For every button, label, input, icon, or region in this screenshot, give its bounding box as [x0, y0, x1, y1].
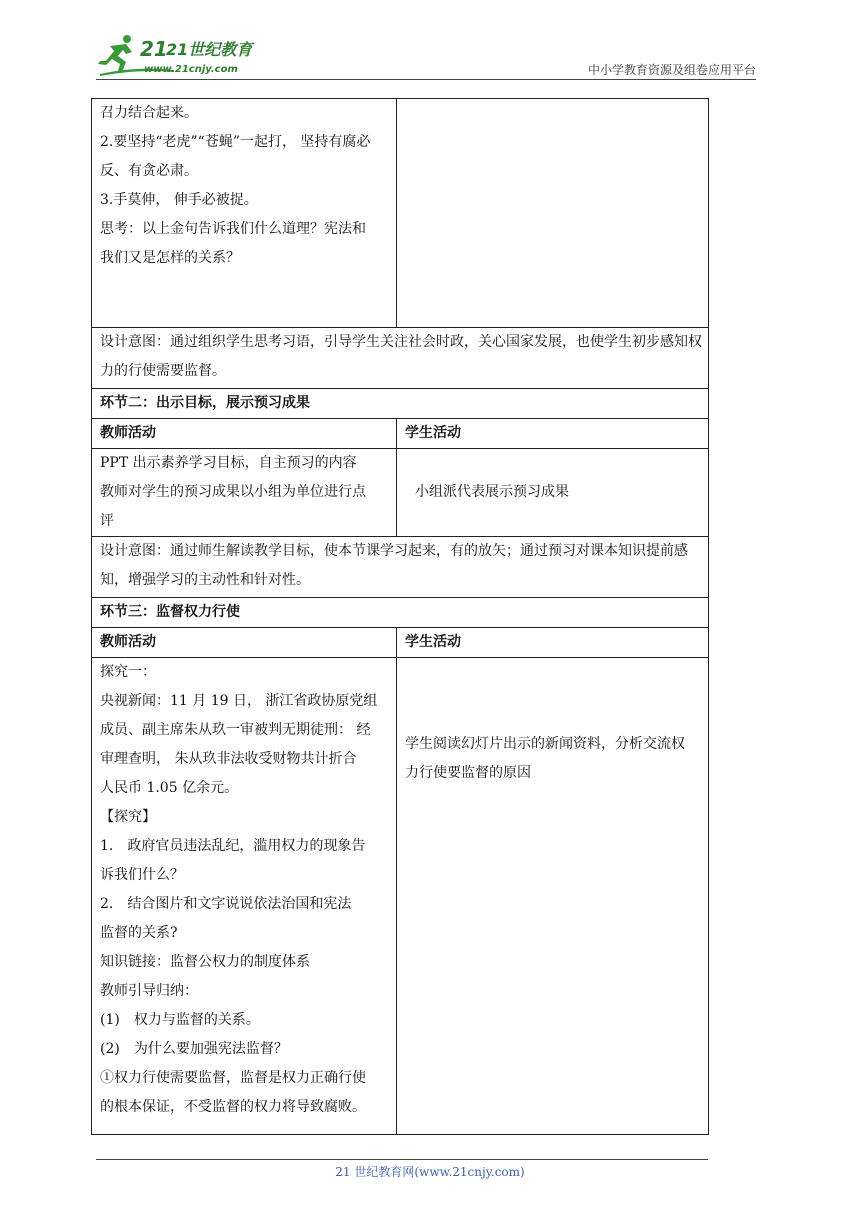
text-line: 教师引导归纳： — [100, 983, 198, 999]
table-row — [92, 537, 709, 598]
table-row — [92, 658, 709, 1135]
header-rule — [96, 79, 756, 80]
student-activity-cell: 小组派代表展示预习成果 — [397, 449, 709, 537]
design-intent: 设计意图：通过师生解读教学目标，使本节课学习起来，有的放矢；通过预习对课本知识提前感知，增强学习的主动性和针对性。 — [92, 537, 709, 598]
lesson-table — [91, 98, 709, 1135]
text-line: 探究一： — [100, 664, 156, 680]
teacher-activity-header: 教师活动 — [92, 628, 397, 658]
table-row — [92, 99, 709, 328]
student-activity-cell — [397, 99, 709, 328]
teacher-activity-header: 教师活动 — [92, 419, 397, 449]
text-line: (2) 为什么要加强宪法监督？ — [100, 1041, 288, 1057]
text-line: 2.要坚持“老虎”“苍蝇”一起打， 坚持有腐必 — [100, 134, 371, 150]
table-row — [92, 449, 709, 537]
text-line: ①权力行使需要监督，监督是权力正确行使 — [100, 1070, 366, 1086]
text-line: 的根本保证，不受监督的权力将导致腐败。 — [100, 1099, 366, 1115]
text-line: 思考：以上金句告诉我们什么道理？宪法和 — [100, 221, 366, 237]
text-line: 我们又是怎样的关系？ — [100, 250, 240, 266]
text-line: 评 — [100, 513, 114, 529]
page-header — [0, 0, 860, 80]
teacher-activity-cell — [92, 99, 397, 328]
text-line: 1. 政府官员违法乱纪，滥用权力的现象告 — [100, 838, 366, 854]
student-activity-cell — [397, 658, 709, 1135]
text-line: 知识链接：监督公权力的制度体系 — [100, 954, 310, 970]
text-line: 【探究】 — [100, 809, 156, 825]
platform-name: 中小学教育资源及组卷应用平台 — [587, 63, 756, 77]
text-line: PPT 出示素养学习目标，自主预习的内容 — [100, 455, 357, 471]
table-row — [92, 389, 709, 419]
svg-text:www.21cnjy.com: www.21cnjy.com — [144, 64, 238, 75]
text-line: 3.手莫伸， 伸手必被捉。 — [100, 192, 258, 208]
teacher-activity-cell — [92, 658, 397, 1135]
section-title: 环节二：出示目标，展示预习成果 — [92, 389, 709, 419]
svg-text:21世纪教育: 21世纪教育 — [166, 40, 253, 59]
text-line: 监督的关系? — [100, 925, 178, 941]
footer-rule — [96, 1159, 708, 1160]
text-line: 力行使要监督的原因 — [405, 765, 531, 781]
table-row — [92, 419, 709, 449]
text-line: 反、有贪必肃。 — [100, 163, 198, 179]
table-row — [92, 328, 709, 389]
text-line: (1) 权力与监督的关系。 — [100, 1012, 260, 1028]
text-line: 学生阅读幻灯片出示的新闻资料，分析交流权 — [405, 736, 685, 752]
student-activity-header: 学生活动 — [397, 628, 709, 658]
design-intent: 设计意图：通过组织学生思考习语，引导学生关注社会时政，关心国家发展，也使学生初步感知权力的行使需要监督。 — [92, 328, 709, 389]
teacher-activity-cell — [92, 449, 397, 537]
text-line: 成员、副主席朱从玖一审被判无期徒刑： 经 — [100, 722, 371, 738]
table-row — [92, 598, 709, 628]
text-line: 审理查明， 朱从玖非法收受财物共计折合 — [100, 751, 357, 767]
text-line: 人民币 1.05 亿余元。 — [100, 780, 239, 796]
section-title: 环节三：监督权力行使 — [92, 598, 709, 628]
footer-link[interactable]: 21 世纪教育网(www.21cnjy.com) — [335, 1165, 525, 1179]
site-logo — [96, 34, 266, 78]
text-line: 诉我们什么？ — [100, 867, 184, 883]
svg-text:21: 21 — [140, 37, 168, 61]
text-line: 央视新闻：11 月 19 日， 浙江省政协原党组 — [100, 693, 378, 709]
student-activity-header: 学生活动 — [397, 419, 709, 449]
table-row — [92, 628, 709, 658]
text-line: 2. 结合图片和文字说说依法治国和宪法 — [100, 896, 352, 912]
text-line: 教师对学生的预习成果以小组为单位进行点 — [100, 484, 366, 500]
text-line: 召力结合起来。 — [100, 105, 198, 121]
